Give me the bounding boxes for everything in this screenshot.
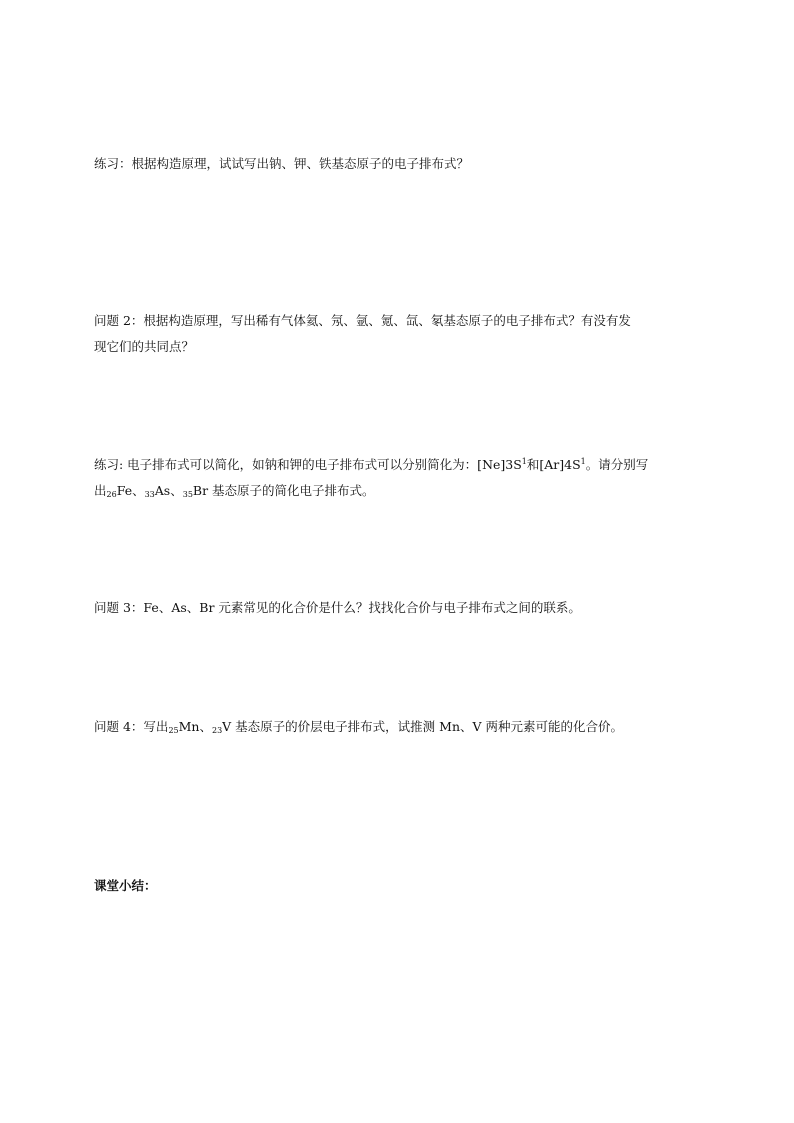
element-as: As、 <box>154 483 183 498</box>
subscript: 33 <box>144 490 155 499</box>
exercise-2-part-d: 出 <box>94 483 107 498</box>
element-v: V 基态原子的价层电子排布式，试推测 Mn、V 两种元素可能的化合价。 <box>222 719 623 734</box>
question-3: 问题 3：Fe、As、Br 元素常见的化合价是什么？找找化合价与电子排布式之间的联系。 <box>94 600 581 615</box>
exercise-2-part-c: 。请分别写 <box>585 457 649 472</box>
subscript: 23 <box>211 726 223 735</box>
exercise-2-part-a: 练习: 电子排布式可以简化，如钠和钾的电子排布式可以分别简化为：[Ne]3S <box>94 457 522 472</box>
superscript: 1 <box>580 457 586 466</box>
question-2 <box>94 308 706 360</box>
class-summary-heading: 课堂小结： <box>94 878 157 893</box>
question-4-part-a: 问题 4：写出 <box>94 719 169 734</box>
element-mn: Mn、 <box>178 719 212 734</box>
question-2-line-2: 现它们的共同点？ <box>94 339 195 354</box>
element-fe: Fe、 <box>116 483 145 498</box>
exercise-2 <box>94 452 706 504</box>
subscript: 35 <box>182 490 193 499</box>
subscript: 25 <box>168 726 179 735</box>
exercise-1: 练习：根据构造原理，试试写出钠、钾、铁基态原子的电子排布式？ <box>94 156 470 171</box>
question-2-line-1: 问题 2：根据构造原理，写出稀有气体氦、氖、氩、氪、氙、氡基态原子的电子排布式？有没有发 <box>94 313 631 328</box>
subscript: 26 <box>106 490 117 499</box>
exercise-2-part-b: 和[Ar]4S <box>526 457 581 472</box>
question-4 <box>94 714 706 740</box>
element-br: Br 基态原子的简化电子排布式。 <box>192 483 375 498</box>
superscript: 1 <box>521 457 527 466</box>
